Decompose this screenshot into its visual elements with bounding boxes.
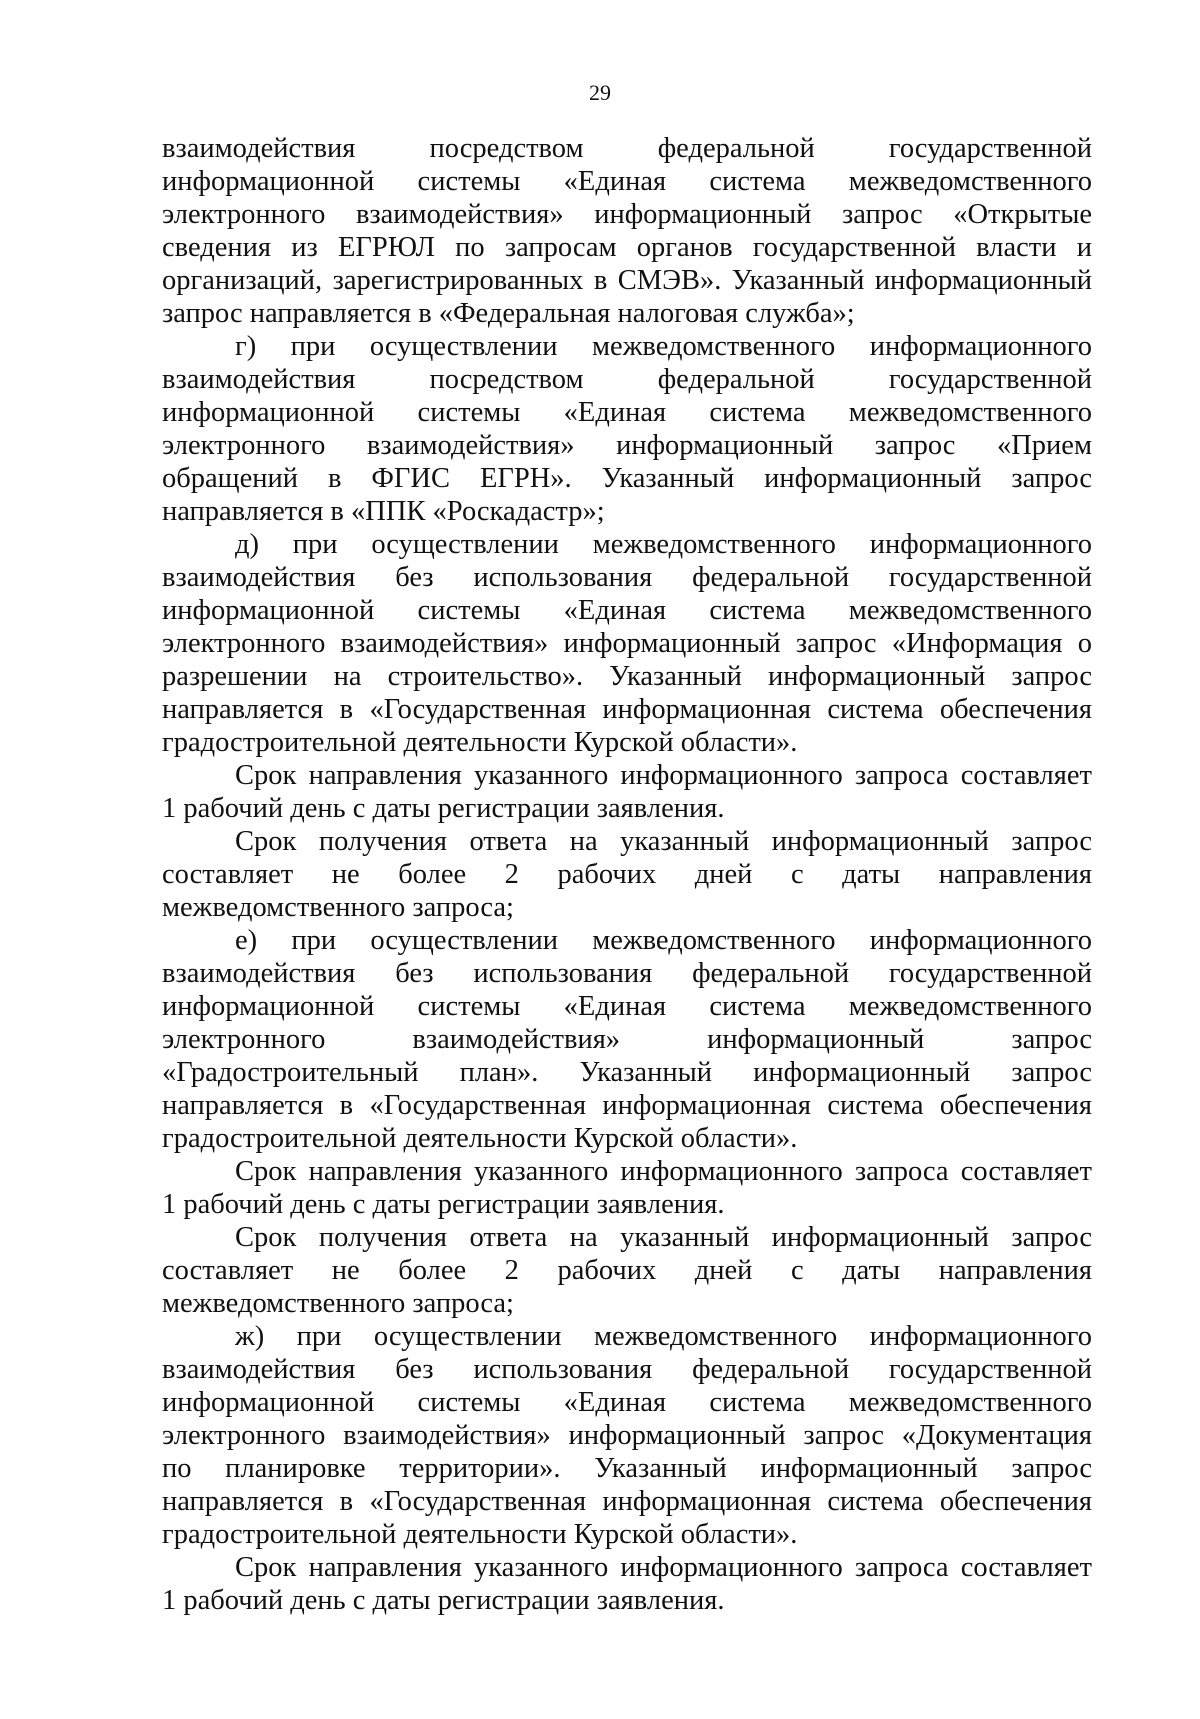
text-line: информационной системы «Единая система межведомственного	[162, 397, 1092, 428]
text-line: 1 рабочий день с даты регистрации заявления.	[162, 1585, 725, 1616]
text-line: взаимодействия посредством федеральной государственной	[162, 364, 1092, 395]
text-line: направляется в «Государственная информационная система обеспечения	[162, 1486, 1092, 1517]
text-line: градостроительной деятельности Курской области».	[162, 727, 798, 758]
page-number: 29	[589, 80, 611, 105]
text-line: электронного взаимодействия» информационный запрос «Документация	[162, 1420, 1092, 1451]
text-line: информационной системы «Единая система межведомственного	[162, 166, 1092, 197]
text-line: взаимодействия посредством федеральной государственной	[162, 133, 1092, 164]
text-line: Срок получения ответа на указанный информационный запрос	[235, 826, 1092, 857]
text-line: составляет не более 2 рабочих дней с даты направления	[162, 1255, 1092, 1286]
text-line: информационной системы «Единая система межведомственного	[162, 1387, 1092, 1418]
text-line: градостроительной деятельности Курской области».	[162, 1519, 798, 1550]
text-line: направляется в «Государственная информационная система обеспечения	[162, 694, 1092, 725]
text-line: ж) при осуществлении межведомственного информационного	[235, 1321, 1092, 1352]
text-line: по планировке территории». Указанный информационный запрос	[162, 1453, 1092, 1484]
text-line: сведения из ЕГРЮЛ по запросам органов государственной власти и	[162, 232, 1092, 263]
text-line: Срок направления указанного информационного запроса составляет	[235, 760, 1092, 791]
text-line: д) при осуществлении межведомственного информационного	[235, 529, 1092, 560]
text-line: Срок направления указанного информационного запроса составляет	[235, 1156, 1092, 1187]
text-line: электронного взаимодействия» информационный запрос «Информация о	[162, 628, 1092, 659]
text-line: 1 рабочий день с даты регистрации заявления.	[162, 1189, 725, 1220]
text-line: электронного взаимодействия» информационный запрос «Открытые	[162, 199, 1092, 230]
text-line: г) при осуществлении межведомственного информационного	[235, 331, 1092, 362]
text-line: информационной системы «Единая система межведомственного	[162, 595, 1092, 626]
text-line: градостроительной деятельности Курской области».	[162, 1123, 798, 1154]
text-line: Срок получения ответа на указанный информационный запрос	[235, 1222, 1092, 1253]
text-line: е) при осуществлении межведомственного информационного	[235, 925, 1092, 956]
text-line: 1 рабочий день с даты регистрации заявления.	[162, 793, 725, 824]
text-line: составляет не более 2 рабочих дней с даты направления	[162, 859, 1092, 890]
text-line: взаимодействия без использования федеральной государственной	[162, 1354, 1092, 1385]
text-line: разрешении на строительство». Указанный информационный запрос	[162, 661, 1092, 692]
text-line: электронного взаимодействия» информационный запрос «Прием	[162, 430, 1092, 461]
text-line: «Градостроительный план». Указанный информационный запрос	[162, 1057, 1092, 1088]
text-line: направляется в «Государственная информационная система обеспечения	[162, 1090, 1092, 1121]
text-line: межведомственного запроса;	[162, 1288, 514, 1319]
text-line: электронного взаимодействия» информационный запрос	[162, 1024, 1092, 1055]
text-line: Срок направления указанного информационного запроса составляет	[235, 1552, 1092, 1583]
text-line: обращений в ФГИС ЕГРН». Указанный информационный запрос	[162, 463, 1092, 494]
text-line: запрос направляется в «Федеральная налоговая служба»;	[162, 298, 855, 329]
text-line: взаимодействия без использования федеральной государственной	[162, 958, 1092, 989]
document-body	[162, 132, 1092, 1617]
text-line: направляется в «ППК «Роскадастр»;	[162, 496, 605, 527]
text-line: взаимодействия без использования федеральной государственной	[162, 562, 1092, 593]
text-line: информационной системы «Единая система межведомственного	[162, 991, 1092, 1022]
text-line: организаций, зарегистрированных в СМЭВ». Указанный информационный	[162, 265, 1092, 296]
text-line: межведомственного запроса;	[162, 892, 514, 923]
